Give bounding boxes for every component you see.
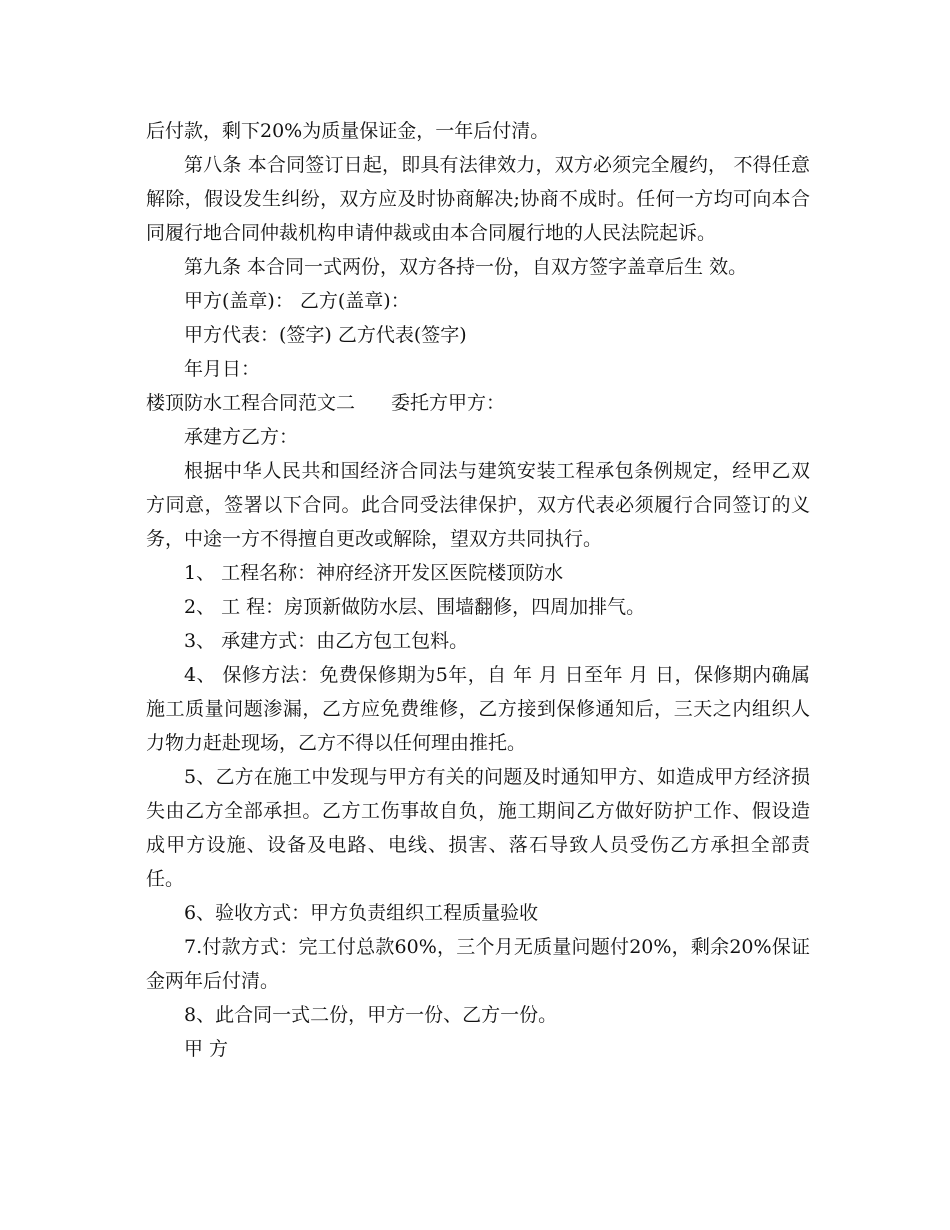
clause-4-warranty: 4、 保修方法：免费保修期为5年，自 年 月 日至年 月 日，保修期内确属施工质量问题渗漏，乙方应免费维修，乙方接到保修通知后，三天之内组织人力物力赶赴现场，乙方不得以任何理由推托。 xyxy=(146,664,810,754)
paragraph-seal-line: 甲方(盖章)： 乙方(盖章)： xyxy=(184,290,410,312)
paragraph-article-8: 第八条 本合同签订日起，即具有法律效力，双方必须完全履约， 不得任意解除，假设发生纠纷，双方应及时协商解决;协商不成时。任何一方均可向本合同履行地合同仲裁机构申请仲裁或由本合同履行地的人民法院起诉。 xyxy=(146,154,810,244)
clause-7-payment: 7.付款方式：完工付总款60%，三个月无质量问题付20%，剩余20%保证金两年后付清。 xyxy=(146,936,810,992)
title-spacer xyxy=(355,386,391,420)
clause-8-copies: 8、此合同一式二份，甲方一份、乙方一份。 xyxy=(184,1004,558,1026)
paragraph-contractor: 承建方乙方： xyxy=(184,426,299,448)
paragraph-preamble: 根据中华人民共和国经济合同法与建筑安装工程承包条例规定，经甲乙双方同意，签署以下合同。此合同受法律保护，双方代表必须履行合同签订的义务，中途一方不得擅自更改或解除，望双方共同执行。 xyxy=(146,460,810,550)
section-title: 楼顶防水工程合同范文二 xyxy=(146,392,356,414)
paragraph-article-9: 第九条 本合同一式两份，双方各持一份，自双方签字盖章后生 效。 xyxy=(184,256,748,278)
paragraph-representative-line: 甲方代表：(签字) 乙方代表(签字) xyxy=(184,324,467,346)
clause-2-works: 2、 工 程：房顶新做防水层、围墙翻修，四周加排气。 xyxy=(184,596,646,618)
clause-5-liability: 5、乙方在施工中发现与甲方有关的问题及时通知甲方、如造成甲方经济损失由乙方全部承担。乙方工伤事故自负，施工期间乙方做好防护工作、假设造成甲方设施、设备及电路、电线、损害、落石导致人员受伤乙方承担全部责任。 xyxy=(146,766,810,890)
paragraph-date-line: 年月日： xyxy=(184,358,261,380)
clause-6-acceptance: 6、验收方式：甲方负责组织工程质量验收 xyxy=(184,902,539,924)
clause-3-method: 3、 承建方式：由乙方包工包料。 xyxy=(184,630,469,652)
paragraph-payment-tail: 后付款，剩下20%为质量保证金，一年后付清。 xyxy=(146,120,550,142)
clause-1-project-name: 1、 工程名称：神府经济开发区医院楼顶防水 xyxy=(184,562,564,584)
section-title-row xyxy=(146,386,810,420)
client-label: 委托方甲方： xyxy=(391,392,506,414)
party-a-signature: 甲 方 xyxy=(184,1038,229,1060)
document-body xyxy=(146,114,810,1066)
